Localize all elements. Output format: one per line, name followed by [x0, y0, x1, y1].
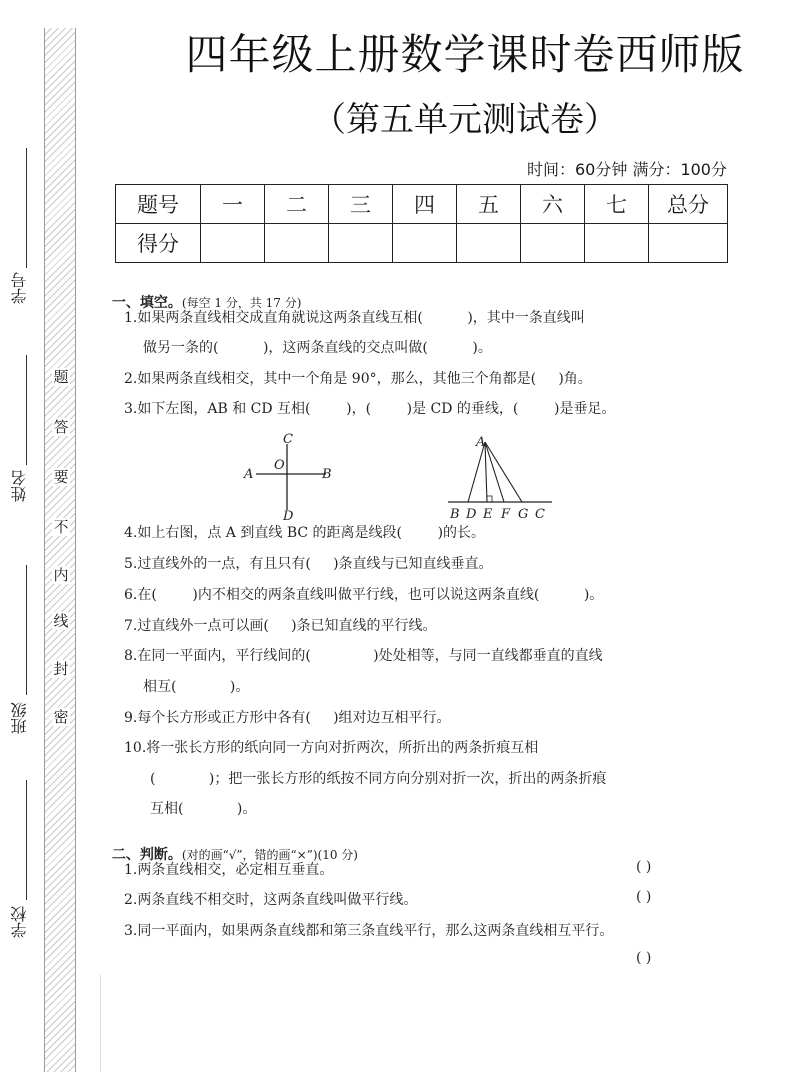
segment-ag [485, 442, 522, 502]
school-label: 学校 [10, 906, 29, 938]
segment-af [485, 442, 504, 502]
question-line: 2.如果两条直线相交，其中一个角是 90°，那么，其他三个角都是( )角。 [124, 371, 592, 387]
question-line: 相互( )。 [143, 679, 250, 695]
score-cell[interactable] [265, 224, 329, 263]
section2-title: 二、判断。 [111, 847, 182, 863]
section1-title: 一、填空。 [111, 295, 182, 311]
question-line: 4.如上右图，点 A 到直线 BC 的距离是线段( )的长。 [124, 525, 486, 541]
score-header-cell: 七 [585, 185, 649, 224]
score-row-label: 得分 [116, 224, 201, 263]
score-cell[interactable] [649, 224, 728, 263]
score-table [115, 184, 728, 263]
score-header-cell: 六 [521, 185, 585, 224]
point-label-b: B [322, 467, 332, 482]
page-title: 四年级上册数学课时卷西师版 [185, 30, 745, 79]
point-label-d: D [466, 507, 477, 522]
score-cell[interactable] [393, 224, 457, 263]
score-header-cell: 总分 [649, 185, 728, 224]
right-angle-mark [487, 496, 492, 502]
point-label-c: C [283, 432, 293, 447]
seal-char: 答 [53, 418, 69, 436]
question-line: 9.每个长方形或正方形中各有( )组对边互相平行。 [124, 710, 451, 726]
seal-char: 封 [53, 660, 69, 678]
score-value-row [116, 224, 728, 263]
point-label-e: E [483, 507, 493, 522]
answer-paren[interactable]: ( ) [636, 950, 652, 966]
score-header-row [116, 185, 728, 224]
name-label: 姓名 [10, 470, 29, 502]
seal-line-strip [44, 28, 76, 1072]
judge-question: 3.同一平面内，如果两条直线都和第三条直线平行，那么这两条直线相互平行。 [124, 923, 614, 939]
score-header-cell: 四 [393, 185, 457, 224]
answer-paren[interactable]: ( ) [636, 889, 652, 905]
point-label-o: O [274, 458, 285, 473]
id-label: 学号 [10, 272, 29, 304]
seal-char: 不 [53, 518, 69, 536]
seal-char: 内 [53, 566, 69, 584]
page-subtitle: （第五单元测试卷） [312, 100, 618, 140]
question-line: 8.在同一平面内，平行线间的( )处处相等，与同一直线都垂直的直线 [124, 648, 603, 664]
seal-char: 密 [53, 708, 69, 726]
judge-question: 2.两条直线不相交时，这两条直线叫做平行线。 [124, 892, 418, 908]
school-fill-line[interactable] [26, 780, 27, 900]
section2-note: (对的画“√”，错的画“×”)(10 分) [181, 848, 358, 862]
time-info: 时间：60分钟 满分：100分 [527, 160, 727, 179]
question-line: 互相( )。 [150, 801, 257, 817]
score-cell[interactable] [329, 224, 393, 263]
point-label-c: C [535, 507, 545, 522]
point-label-b: B [450, 507, 460, 522]
section1-note: (每空 1 分，共 17 分) [181, 296, 302, 310]
binding-margin [0, 0, 100, 1072]
question-line: 1.如果两条直线相交成直角就说这两条直线互相( )，其中一条直线叫 [124, 310, 585, 326]
seal-char: 线 [53, 612, 69, 630]
seal-char: 题 [53, 368, 69, 386]
question-line: 6.在( )内不相交的两条直线叫做平行线，也可以说这两条直线( )。 [124, 587, 604, 603]
question-line: 做另一条的( )，这两条直线的交点叫做( )。 [143, 340, 492, 356]
point-label-f: F [501, 507, 511, 522]
point-label-a: A [244, 467, 254, 482]
segment-ad [468, 442, 485, 502]
point-label-g: G [518, 507, 529, 522]
score-header-cell: 三 [329, 185, 393, 224]
point-label-d: D [283, 509, 294, 522]
score-cell[interactable] [201, 224, 265, 263]
question-line: 5.过直线外的一点，有且只有( )条直线与已知直线垂直。 [124, 556, 493, 572]
id-fill-line[interactable] [26, 148, 27, 268]
question-line: 10.将一张长方形的纸向同一方向对折两次，所折出的两条折痕互相 [124, 740, 539, 756]
seal-char: 要 [53, 468, 69, 486]
question-line: ( )；把一张长方形的纸按不同方向分别对折一次，折出的两条折痕 [150, 771, 607, 787]
class-label: 班级 [10, 702, 29, 734]
question-line: 3.如下左图，AB 和 CD 互相( )，( )是 CD 的垂线，( )是垂足。 [124, 401, 616, 417]
score-header-cell: 一 [201, 185, 265, 224]
score-cell[interactable] [457, 224, 521, 263]
page-edge [100, 975, 101, 1072]
answer-paren[interactable]: ( ) [636, 859, 652, 875]
question-line: 7.过直线外一点可以画( )条已知直线的平行线。 [124, 618, 437, 634]
score-cell[interactable] [521, 224, 585, 263]
class-fill-line[interactable] [26, 565, 27, 695]
segment-ae [485, 442, 487, 502]
score-header-cell: 题号 [116, 185, 201, 224]
figure-distance [440, 430, 558, 522]
figure-perpendicular [230, 430, 350, 522]
score-header-cell: 二 [265, 185, 329, 224]
score-cell[interactable] [585, 224, 649, 263]
judge-question: 1.两条直线相交，必定相互垂直。 [124, 862, 334, 878]
score-header-cell: 五 [457, 185, 521, 224]
name-fill-line[interactable] [26, 355, 27, 465]
point-label-a: A [476, 435, 486, 450]
